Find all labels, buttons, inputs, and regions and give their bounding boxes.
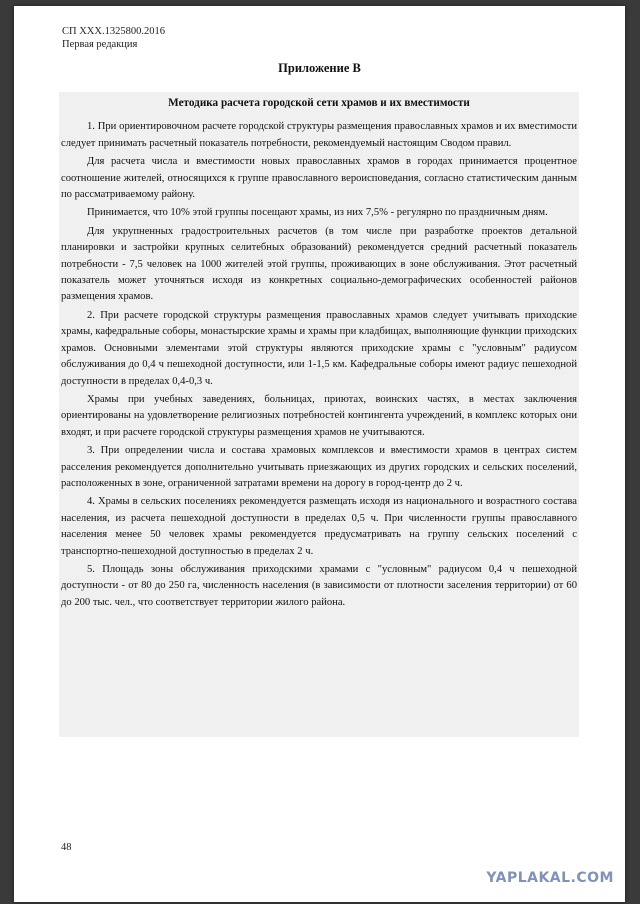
appendix-title: Приложение В	[278, 61, 361, 75]
document-code: СП ХХХ.1325800.2016	[62, 26, 165, 37]
method-title: Методика расчета городской сети храмов и их вместимости	[168, 97, 470, 109]
document-edition: Первая редакция	[62, 39, 138, 50]
document-header	[62, 25, 165, 51]
paragraph: Храмы при учебных заведениях, больницах, приютах, воинских частях, в местах заключения ориентированы на удовлетворение религиозных потребностей контингента учреждений, в комплекс которых они входят, и при расчете городской структуры размещения храмов не учитываются.	[61, 393, 577, 438]
paragraph: 2. При расчете городской структуры размещения православных храмов следует учитывать приходские храмы, кафедральные соборы, монастырские храмы и храмы при кладбищах, выполняющие функции приходских храмов. Основными элементами этой структуры являются приходские храмы с "условным" радиусом обслуживания до 0,4 ч пешеходной доступности, или 1-1,5 км. Кафедральные соборы имеют радиус пешеходной доступности в пределах 0,4-0,3 ч.	[61, 309, 577, 387]
paragraph: 3. При определении числа и состава храмовых комплексов и вместимости храмов в центрах систем расселения рекомендуется дополнительно учитывать приезжающих из других городских и сельских поселений, расположенных в зоне, ограниченной затратами времени на дорогу в город-центр до 2 ч.	[61, 445, 577, 489]
page-number: 48	[61, 842, 72, 853]
content-block	[59, 92, 579, 737]
paragraph: 4. Храмы в сельских поселениях рекомендуется размещать исходя из национального и возрастного состава населения, из расчета пешеходной доступности в пределах 0,5 ч. При численности группы православного населения менее 50 человек храмы рекомендуется предусматривать на группу сельских поселений с транспортно-пешеходной доступностью в пределах 2 ч.	[61, 496, 577, 557]
paragraph: Принимается, что 10% этой группы посещают храмы, из них 7,5% - регулярно по праздничным дням.	[87, 207, 548, 219]
paragraph: Для укрупненных градостроительных расчетов (в том числе при разработке проектов детальной планировки и застройки крупных селитебных образований) рекомендуется средний расчетный показатель потребности - 7,5 человек на 1000 жителей этой группы, проживающих в зоне обслуживания. Этот расчетный показатель может уточняться исходя из конкретных социально-демографических особенностей районов размещения храмов.	[61, 225, 577, 303]
paragraph: 5. Площадь зоны обслуживания приходскими храмами с "условным" радиусом 0,4 ч пешеходной доступности - от 80 до 250 га, численность населения (в зависимости от плотности заселения территории) от 60 до 200 тыс. чел., что соответствует территории жилого района.	[61, 563, 577, 608]
site-watermark: YAPLAKAL.COM	[486, 870, 614, 886]
paragraph: Для расчета числа и вместимости новых православных храмов в городах принимается процентное соотношение жителей, относящихся к группе православного вероисповедания, согласно статистическим данным по рассматриваемому району.	[61, 156, 577, 201]
paragraph: 1. При ориентировочном расчете городской структуры размещения православных храмов и их вместимости следует принимать расчетный показатель потребности, рекомендуемый настоящим Сводом правил.	[61, 121, 577, 149]
document-page	[14, 6, 625, 902]
